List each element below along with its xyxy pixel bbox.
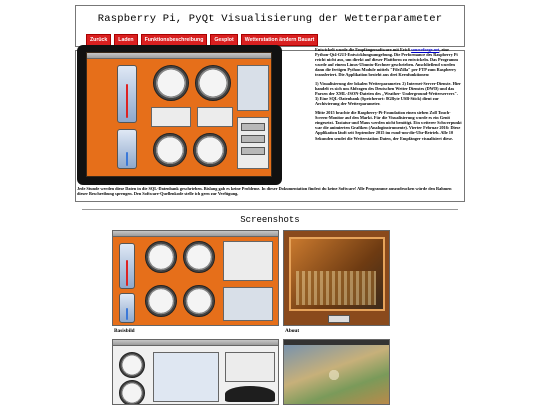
intro-paragraph bbox=[315, 47, 462, 78]
nav-item-wetterstation[interactable]: Wetterstation ändern Bauart bbox=[241, 34, 319, 46]
full-width-text: Jede Stunde werden diese Daten in die SQL-Datenbank geschrieben. Bislang gab es keine Probleme. In dieser Dokumentation findest du keine Software! Alle Programme auszudrucken würde den Rahmen dieser Beschreibung sprengen. Den Software-Quellenkode stelle ich gern zur Verfügung. bbox=[77, 186, 452, 197]
info-panel bbox=[151, 107, 191, 127]
rain-gauge-icon bbox=[117, 129, 137, 169]
intro-rest: , eine Python-Qt4-GUI-Entwicklungsumgebung. Die Performance des Raspberry Pi reicht nicht aus, um direkt auf dieser Plattform zu entwickeln. Das Programm wurde auf einem Linux-Ubuntu-Rechner geschrieben. Anschließend wurden dann die fertigen Python Module mittels "FileZilla" per FTP zum Raspberry transferiert. Die Applikation besteht aus drei Kernfunktionen: bbox=[315, 47, 459, 78]
nav-item-gesplot[interactable]: Gesplot bbox=[210, 34, 237, 46]
gauge-icon bbox=[119, 352, 145, 378]
compass-gauge-icon bbox=[193, 133, 227, 167]
app-screenshot bbox=[86, 52, 272, 177]
about-photo-detail bbox=[296, 271, 376, 305]
pressure-gauge-icon bbox=[153, 65, 189, 101]
screenshot-basisbild[interactable] bbox=[112, 230, 279, 326]
nav-item-funktionsbeschreibung[interactable]: Funktionsbeschreibung bbox=[141, 34, 208, 46]
page bbox=[72, 0, 468, 405]
sourceforge-link[interactable]: sourceforge.net bbox=[411, 47, 440, 52]
feature-list: 1) Visualisierung der lokalen Wetterparameter. 2) Internet-Server-Dienste. Hier handelt es sich um Abfragen des Deutschen Wetter Dienstes (DWD) und das Parsen der XML-JSON-Dateien des „Weather- Underground-Wetterservers". 3) Eine SQL-Datenbank (Speicherort: 8GByte USB-Stick) dient zur Archivierung der Wetterparameter. bbox=[315, 81, 461, 107]
info-panel-2 bbox=[197, 107, 233, 127]
wind-gauge-icon bbox=[145, 285, 177, 317]
thermometer-icon bbox=[119, 243, 135, 289]
page-title: Raspberry Pi, PyQt Visualisierung der Wetterparameter bbox=[97, 13, 443, 25]
pressure-gauge-icon bbox=[145, 241, 177, 273]
button-panel bbox=[223, 287, 273, 321]
tablet-photo bbox=[77, 45, 282, 185]
screenshot-3[interactable] bbox=[112, 339, 279, 405]
about-ok-button bbox=[328, 315, 350, 323]
screenshot-titlebar bbox=[113, 340, 279, 346]
data-panel-2 bbox=[225, 352, 275, 382]
divider bbox=[82, 209, 458, 210]
intro-paragraph-3: Mitte 2015 brachte die Raspberry-Pi-Foundation einen sieben Zoll Touch-Screen-Monitor auf den Markt. Für die Visualisierung wurde es ein Genit eingesetzt. Tastatur und Maus werden nicht benötigt. Ein weiterer Schwerpunkt war die animierten Grafiken (Analoginstrumente). Vierter Februar 2016: Diese Applikation läuft seit September 2015 im rund-um-die-Uhr-Betrieb. Alle 10 Sekunden sendet die Wetterstation Daten, der Empfänger visualisiert diese. bbox=[315, 110, 462, 141]
header-box bbox=[75, 5, 465, 47]
thermometer-icon bbox=[117, 65, 137, 123]
screenshots-heading: Screenshots bbox=[240, 215, 300, 225]
wind-gauge-icon bbox=[153, 133, 187, 167]
info-panel bbox=[223, 241, 273, 281]
screenshot-about[interactable] bbox=[283, 230, 390, 326]
screenshot-titlebar bbox=[113, 231, 279, 237]
caption-basisbild: Basisbild bbox=[114, 328, 135, 334]
screenshot-map[interactable] bbox=[283, 339, 390, 405]
forecast-panel bbox=[237, 65, 269, 111]
app-button bbox=[241, 135, 265, 143]
humidity-gauge-icon bbox=[183, 241, 215, 273]
gauge-icon bbox=[119, 380, 145, 405]
nav-item-laden[interactable]: Laden bbox=[114, 34, 137, 46]
rain-gauge-icon bbox=[119, 293, 135, 323]
caption-about: About bbox=[285, 328, 300, 334]
intro-prefix: Entwickelt wurde die Empfängersoftware mit Eric6 bbox=[315, 47, 412, 52]
map-marker-icon bbox=[314, 360, 354, 390]
intro-text bbox=[315, 47, 462, 144]
bird-icon bbox=[225, 386, 275, 402]
humidity-gauge-icon bbox=[195, 65, 231, 101]
map-titlebar bbox=[284, 340, 390, 345]
app-button bbox=[241, 123, 265, 131]
compass-gauge-icon bbox=[183, 285, 215, 317]
app-button bbox=[241, 147, 265, 155]
data-panel bbox=[153, 352, 219, 402]
nav-item-zurueck[interactable]: Zurück bbox=[86, 34, 111, 46]
app-titlebar bbox=[87, 53, 272, 59]
